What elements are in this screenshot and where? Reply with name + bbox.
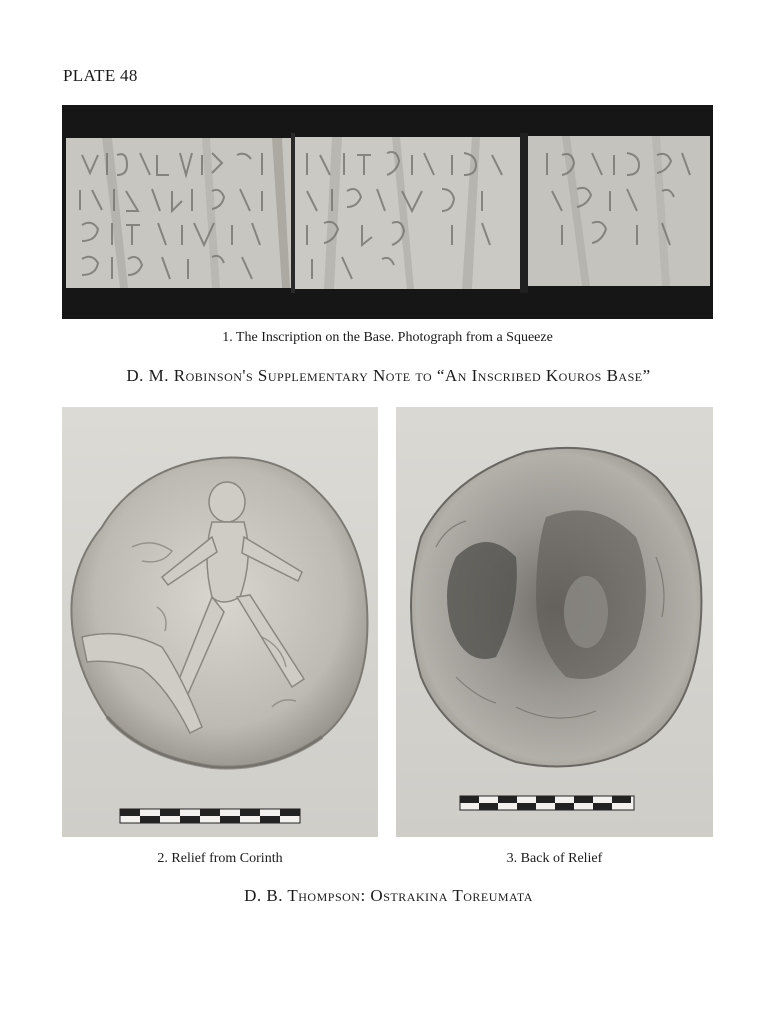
thompson-article-heading: D. B. Thompson: Ostrakina Toreumata: [244, 886, 533, 905]
figure-1-caption: 1. The Inscription on the Base. Photograph from a Squeeze: [222, 330, 553, 345]
figure-3-caption: 3. Back of Relief: [506, 851, 603, 866]
inscription-photograph: [62, 105, 713, 319]
plate-label: PLATE 48: [63, 66, 138, 85]
relief-back-photograph: [396, 407, 713, 837]
inscription-squeeze-image: [62, 105, 713, 319]
relief-front-image: [62, 407, 378, 837]
relief-front-photograph: [62, 407, 378, 837]
relief-back-image: [396, 407, 713, 837]
scale-bar-front: [120, 809, 300, 823]
figure-2-caption: 2. Relief from Corinth: [157, 851, 283, 866]
scale-bar-back: [460, 796, 634, 810]
robinson-note-heading: D. M. Robinson's Supplementary Note to “An Inscribed Kouros Base”: [126, 366, 651, 385]
